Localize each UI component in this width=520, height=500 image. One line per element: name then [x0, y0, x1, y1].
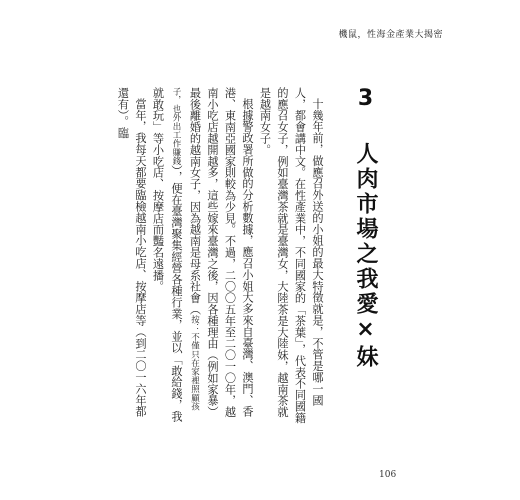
paragraph-2-note: 按：不僅只在家裡照顧孩子，也外出工作賺錢	[171, 87, 200, 411]
paragraph-2-text-b: ），便在臺灣聚集經營各種行業，並以「敢給錢，我就敢玩」等小吃店、按摩店而豔名遠播。	[151, 87, 183, 422]
running-header: 機鼠，性海金產業大揭密	[338, 30, 443, 40]
paragraph-3: 當年，我每天都要臨檢越南小吃店、按摩店等（到二〇一六年都還有）。臨	[116, 87, 147, 418]
chapter-title: 3 人肉市場之我愛×妹	[353, 86, 378, 370]
paragraph-2-text-a: 根據警政署所做的分析數據，應召小姐大多來自臺灣、澳門、香港、東南亞國家則較為少見。不過，二〇〇五年至二〇一〇年，越南小吃店越開越多，這些嫁來臺灣之後，因各種理由（例如家暴）最後離婚的越南女子，因為越南是母系社會（	[188, 87, 254, 418]
paragraph-2	[149, 87, 256, 427]
body-text	[56, 87, 326, 427]
paragraph-1: 十幾年前，做應召外送的小姐的最大特徵就是，不管是哪一國人，都會講中文。在性產業中，不同國家的「茶葉」，代表不同國籍的應召女子，例如臺灣茶就是臺灣女，大陸茶是大陸妹，越南茶就是越南女子。	[258, 87, 324, 424]
page-number: 106	[379, 470, 397, 480]
